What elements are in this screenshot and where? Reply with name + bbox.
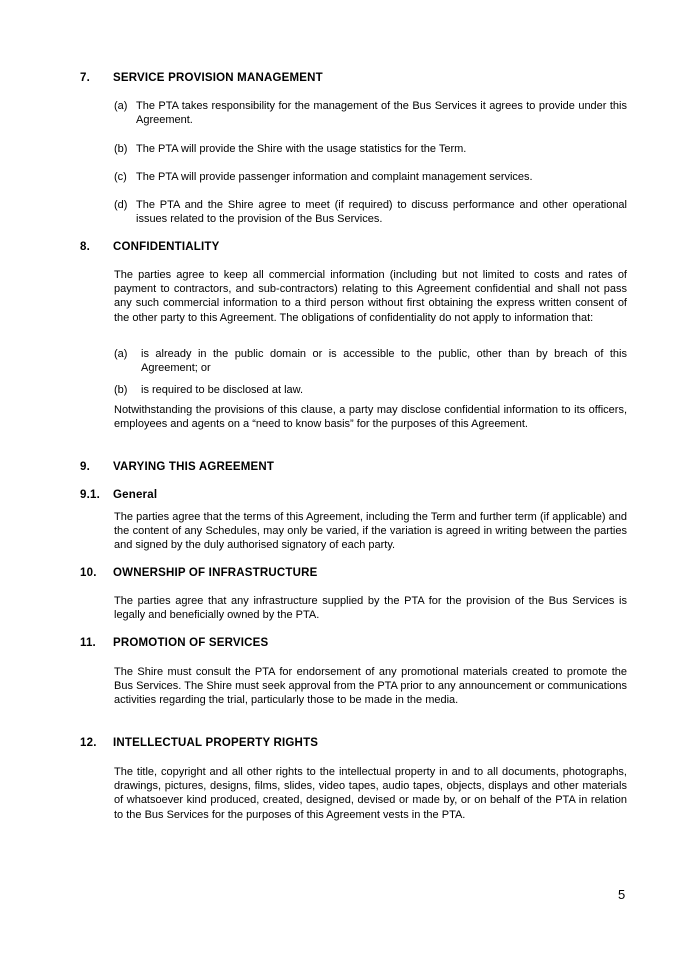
item-text: is already in the public domain or is accessible to the public, other than by breach of this Agreement; or [141, 348, 627, 375]
item-text: The PTA and the Shire agree to meet (if required) to discuss performance and other operational issues related to the provision of the Bus Services. [136, 199, 627, 226]
item-text: is required to be disclosed at law. [141, 384, 304, 396]
section-8-item-b [114, 383, 627, 397]
section-11-text: The Shire must consult the PTA for endorsement of any promotional materials created to promote the Bus Services. The Shire must seek approval from the PTA prior to any announcement or communications activities regarding the trial, particularly those to be made in the media. [114, 666, 627, 707]
section-8-title: CONFIDENTIALITY [113, 241, 220, 253]
section-7-item-b [114, 142, 627, 156]
section-7-title: SERVICE PROVISION MANAGEMENT [113, 72, 323, 84]
section-11-number: 11. [80, 637, 96, 649]
section-11-title: PROMOTION OF SERVICES [113, 637, 269, 649]
section-12-number: 12. [80, 737, 97, 749]
section-8-number: 8. [80, 241, 90, 253]
section-10-number: 10. [80, 567, 97, 579]
section-8-closing: Notwithstanding the provisions of this clause, a party may disclose confidential information to its officers, employees and agents on a “need to know basis” for the purposes of this Agreement. [114, 404, 627, 431]
section-12-title: INTELLECTUAL PROPERTY RIGHTS [113, 737, 319, 749]
item-label: (c) [114, 171, 127, 183]
item-label: (a) [114, 100, 128, 112]
section-9-number: 9. [80, 461, 90, 473]
section-7-item-c [114, 170, 627, 184]
item-label: (b) [114, 143, 128, 155]
item-text: The PTA will provide passenger information and complaint management services. [136, 171, 533, 183]
section-9-1-number: 9.1. [80, 489, 100, 501]
section-9-1-text: The parties agree that the terms of this Agreement, including the Term and further term (if applicable) and the content of any Schedules, may only be varied, if the variation is agreed in writing between the parties and signed by the duly authorised signatory of each party. [114, 511, 627, 552]
section-9-1-title: General [113, 489, 158, 501]
item-text: The PTA will provide the Shire with the usage statistics for the Term. [136, 143, 467, 155]
section-8-intro: The parties agree to keep all commercial information (including but not limited to costs and rates of payment to contractors, and sub-contractors) relating to this Agreement confidential and shall not pass any such commercial information to a third person without first obtaining the express written consent of the other party to this Agreement. The obligations of confidentiality do not apply to information that: [114, 269, 627, 324]
section-7-item-a [114, 99, 627, 127]
page-number: 5 [618, 887, 626, 902]
section-7-number: 7. [80, 72, 90, 84]
item-label: (b) [114, 384, 128, 396]
section-10-title: OWNERSHIP OF INFRASTRUCTURE [113, 567, 318, 579]
section-8-item-a [114, 347, 627, 375]
section-9-title: VARYING THIS AGREEMENT [113, 461, 275, 473]
section-12-text: The title, copyright and all other rights to the intellectual property in and to all documents, photographs, drawings, pictures, designs, films, slides, video tapes, audio tapes, objects, displays and other materials of whatsoever kind produced, created, designed, devised or made by, or on behalf of the PTA in relation to the Bus Services for the purposes of this Agreement vests in the PTA. [114, 766, 627, 821]
section-10-text: The parties agree that any infrastructure supplied by the PTA for the provision of the Bus Services is legally and beneficially owned by the PTA. [114, 595, 627, 622]
item-text: The PTA takes responsibility for the management of the Bus Services it agrees to provide under this Agreement. [136, 100, 627, 127]
item-label: (a) [114, 348, 128, 360]
section-7-item-d [114, 198, 627, 226]
item-label: (d) [114, 199, 128, 211]
